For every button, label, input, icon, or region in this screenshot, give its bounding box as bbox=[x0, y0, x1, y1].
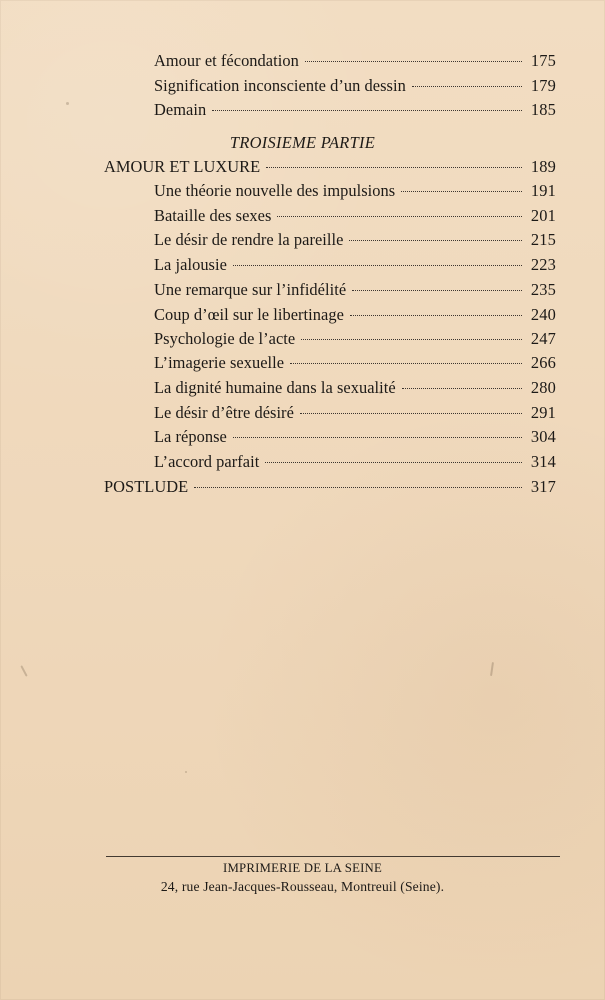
toc-entry-page: 291 bbox=[530, 403, 556, 422]
toc-entry-title: Bataille des sexes bbox=[154, 206, 272, 225]
toc-postlude-title: POSTLUDE bbox=[104, 477, 189, 496]
toc-entry-page: 314 bbox=[530, 452, 556, 471]
toc-entry bbox=[154, 206, 556, 226]
toc-entry-page: 304 bbox=[530, 427, 556, 446]
dot-leader bbox=[305, 61, 522, 62]
dot-leader bbox=[349, 240, 522, 241]
paper-mark bbox=[490, 662, 493, 676]
toc-entry-title: La réponse bbox=[154, 427, 227, 446]
toc-section-page: 189 bbox=[530, 157, 556, 176]
part-heading: TROISIEME PARTIE bbox=[229, 133, 376, 152]
dot-leader bbox=[290, 363, 522, 364]
toc-entry-title: Psychologie de l’acte bbox=[154, 329, 296, 348]
toc-entry-page: 215 bbox=[530, 230, 556, 249]
dot-leader bbox=[300, 413, 522, 414]
toc-entry-title: L’imagerie sexuelle bbox=[154, 353, 285, 372]
dot-leader bbox=[233, 265, 522, 266]
dot-leader bbox=[233, 437, 522, 438]
toc-entry-title: Une théorie nouvelle des impulsions bbox=[154, 181, 396, 200]
toc-entry-title: Le désir de rendre la pareille bbox=[154, 230, 344, 249]
toc-entry bbox=[154, 378, 556, 398]
dot-leader bbox=[265, 462, 522, 463]
toc-entry-page: 175 bbox=[530, 51, 556, 70]
toc-section bbox=[104, 477, 556, 497]
toc-entry-page: 235 bbox=[530, 280, 556, 299]
printer-name: IMPRIMERIE DE LA SEINE bbox=[222, 861, 383, 875]
toc-entry bbox=[154, 181, 556, 201]
dot-leader bbox=[412, 86, 522, 87]
toc-entry-title: Coup d’œil sur le libertinage bbox=[154, 305, 344, 324]
toc-entry bbox=[154, 403, 556, 423]
dot-leader bbox=[266, 167, 522, 168]
toc-entry bbox=[154, 329, 556, 349]
dot-leader bbox=[277, 216, 522, 217]
toc-section bbox=[104, 157, 556, 177]
toc-entry bbox=[154, 51, 556, 71]
toc-entry-page: 247 bbox=[530, 329, 556, 348]
toc-postlude-page: 317 bbox=[530, 477, 556, 496]
toc-entry bbox=[154, 255, 556, 275]
toc-entry-title: La jalousie bbox=[154, 255, 227, 274]
printer-address: 24, rue Jean-Jacques-Rousseau, Montreuil (Seine). bbox=[160, 879, 445, 894]
toc-entry-page: 223 bbox=[530, 255, 556, 274]
toc-entry-page: 201 bbox=[530, 206, 556, 225]
dot-leader bbox=[212, 110, 522, 111]
toc-entry bbox=[154, 452, 556, 472]
toc-entry-page: 266 bbox=[530, 353, 556, 372]
toc-entry-page: 280 bbox=[530, 378, 556, 397]
toc-entry bbox=[154, 280, 556, 300]
dot-leader bbox=[402, 388, 522, 389]
dot-leader bbox=[301, 339, 522, 340]
toc-entry-title: Le désir d’être désiré bbox=[154, 403, 294, 422]
dot-leader bbox=[350, 315, 522, 316]
toc-entry-title: Demain bbox=[154, 100, 207, 119]
toc-entry-page: 179 bbox=[530, 76, 556, 95]
dot-leader bbox=[401, 191, 522, 192]
imprint-rule bbox=[106, 856, 560, 857]
toc-entry bbox=[154, 353, 556, 373]
toc-entry-title: L’accord parfait bbox=[154, 452, 260, 471]
toc-entry-page: 240 bbox=[530, 305, 556, 324]
toc-entry-title: Signification inconsciente d’un dessin bbox=[154, 76, 406, 95]
toc-entry-title: La dignité humaine dans la sexualité bbox=[154, 378, 396, 397]
paper-mark bbox=[20, 665, 27, 677]
toc-section-title: AMOUR ET LUXURE bbox=[104, 157, 261, 176]
toc-entry bbox=[154, 305, 556, 325]
dot-leader bbox=[194, 487, 522, 488]
toc-entry-page: 185 bbox=[530, 100, 556, 119]
toc-entry bbox=[154, 100, 556, 120]
toc-entry-title: Amour et fécondation bbox=[154, 51, 299, 70]
toc-entry bbox=[154, 230, 556, 250]
toc-entry bbox=[154, 427, 556, 447]
toc-entry-page: 191 bbox=[530, 181, 556, 200]
toc-entry bbox=[154, 76, 556, 96]
paper-speck bbox=[185, 771, 187, 773]
toc-entry-title: Une remarque sur l’infidélité bbox=[154, 280, 347, 299]
dot-leader bbox=[352, 290, 522, 291]
